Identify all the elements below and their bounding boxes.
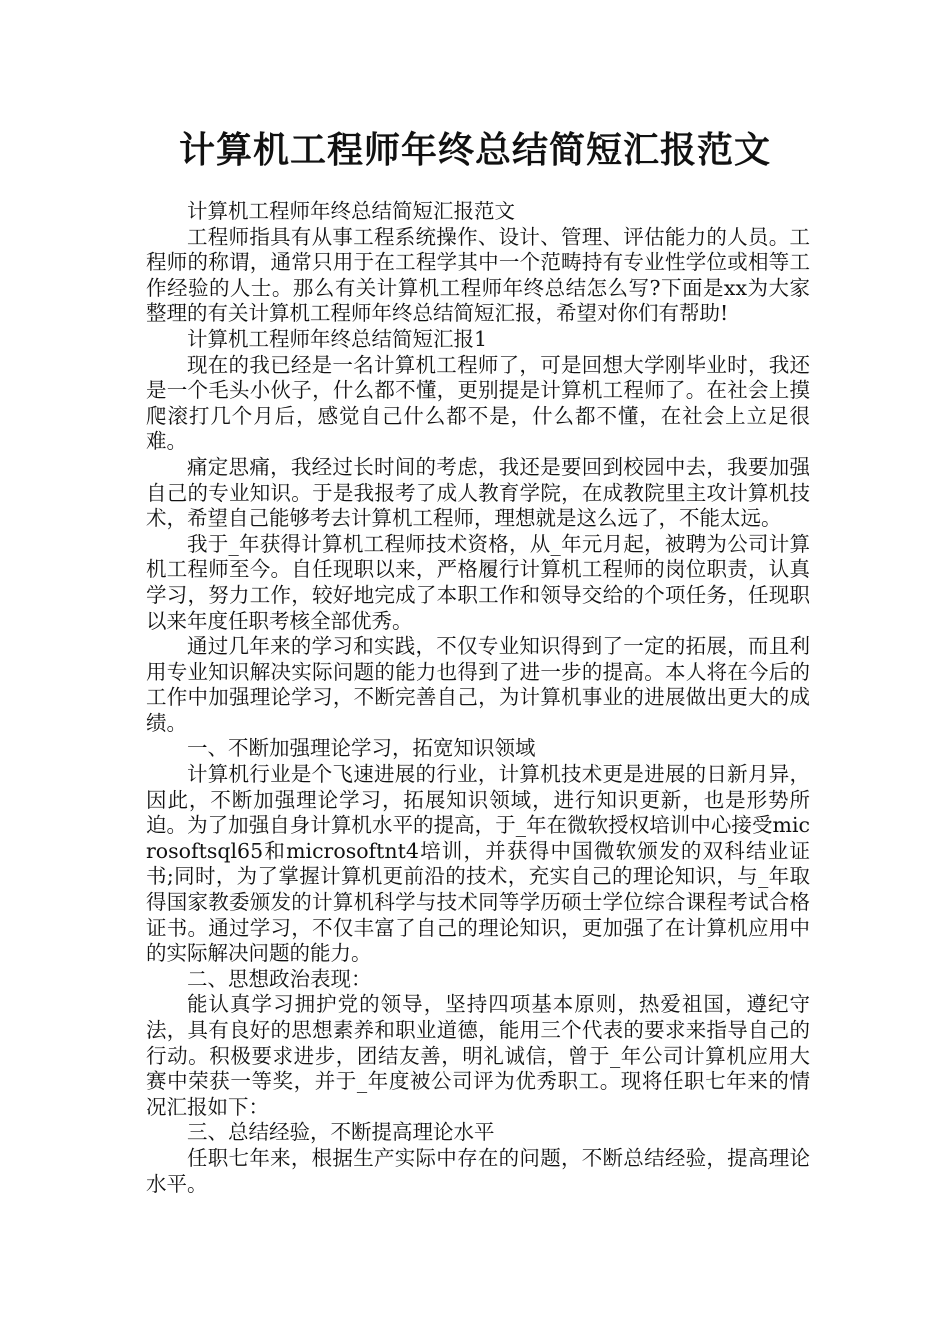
section-heading-3: 三、总结经验，不断提高理论水平 [187,1120,495,1145]
section-heading-2: 二、思想政治表现： [187,966,372,991]
paragraph: 通过几年来的学习和实践，不仅专业知识得到了一定的拓展，而且利用专业知识解决实际问题的能力也得到了进一步的提高。本人将在今后的工作中加强理论学习，不断完善自己，为计算机事业的进展做出更大的成绩。 [146,634,810,735]
paragraph: 我于_年获得计算机工程师技术资格，从_年元月起，被聘为公司计算机工程师至今。自任现职以来，严格履行计算机工程师的岗位职责，认真学习，努力工作，较好地完成了本职工作和领导交给的个项任务，任现职以来年度任职考核全部优秀。 [146,531,810,633]
paragraph: 任职七年来，根据生产实际中存在的问题，不断总结经验，提高理论水平。 [146,1145,810,1196]
paragraph: 计算机行业是个飞速进展的行业，计算机技术更是进展的日新月异，因此，不断加强理论学习，拓展知识领域，进行知识更新，也是形势所迫。为了加强自身计算机水平的提高，于_年在微软授权培训中心接受microsoftsql65和microsoftnt4培训，并获得中国微软颁发的双科结业证书;同时，为了掌握计算机更前沿的技术，充实自己的理论知识，与_年取得国家教委颁发的计算机科学与技术同等学历硕士学位综合课程考试合格证书。通过学习，不仅丰富了自己的理论知识，更加强了在计算机应用中的实际解决问题的能力。 [146,762,810,966]
paragraph-intro: 工程师指具有从事工程系统操作、设计、管理、评估能力的人员。工程师的称谓，通常只用于在工程学其中一个范畴持有专业性学位或相等工作经验的人士。那么有关计算机工程师年终总结怎么写?下面是xx为大家整理的有关计算机工程师年终总结简短汇报，希望对你们有帮助! [146,224,810,326]
section-heading-report-1: 计算机工程师年终总结简短汇报1 [187,326,488,351]
section-heading-1: 一、不断加强理论学习，拓宽知识领域 [187,736,536,761]
document-title: 计算机工程师年终总结简短汇报范文 [178,130,771,171]
paragraph: 现在的我已经是一名计算机工程师了，可是回想大学刚毕业时，我还是一个毛头小伙子，什么都不懂，更别提是计算机工程师了。在社会上摸爬滚打几个月后，感觉自己什么都不是，什么都不懂，在社会上立足很难。 [146,352,810,454]
document-body [146,199,810,1197]
paragraph: 能认真学习拥护党的领导，坚持四项基本原则，热爱祖国，遵纪守法，具有良好的思想素养和职业道德，能用三个代表的要求来指导自己的行动。积极要求进步，团结友善，明礼诚信，曾于_年公司计算机应用大赛中荣获一等奖，并于_年度被公司评为优秀职工。现将任职七年来的情况汇报如下： [146,992,810,1119]
paragraph-subtitle: 计算机工程师年终总结简短汇报范文 [187,199,515,223]
paragraph: 痛定思痛，我经过长时间的考虑，我还是要回到校园中去，我要加强自己的专业知识。于是我报考了成人教育学院，在成教院里主攻计算机技术，希望自己能够考去计算机工程师，理想就是这么远了，不能太远。 [146,454,810,531]
